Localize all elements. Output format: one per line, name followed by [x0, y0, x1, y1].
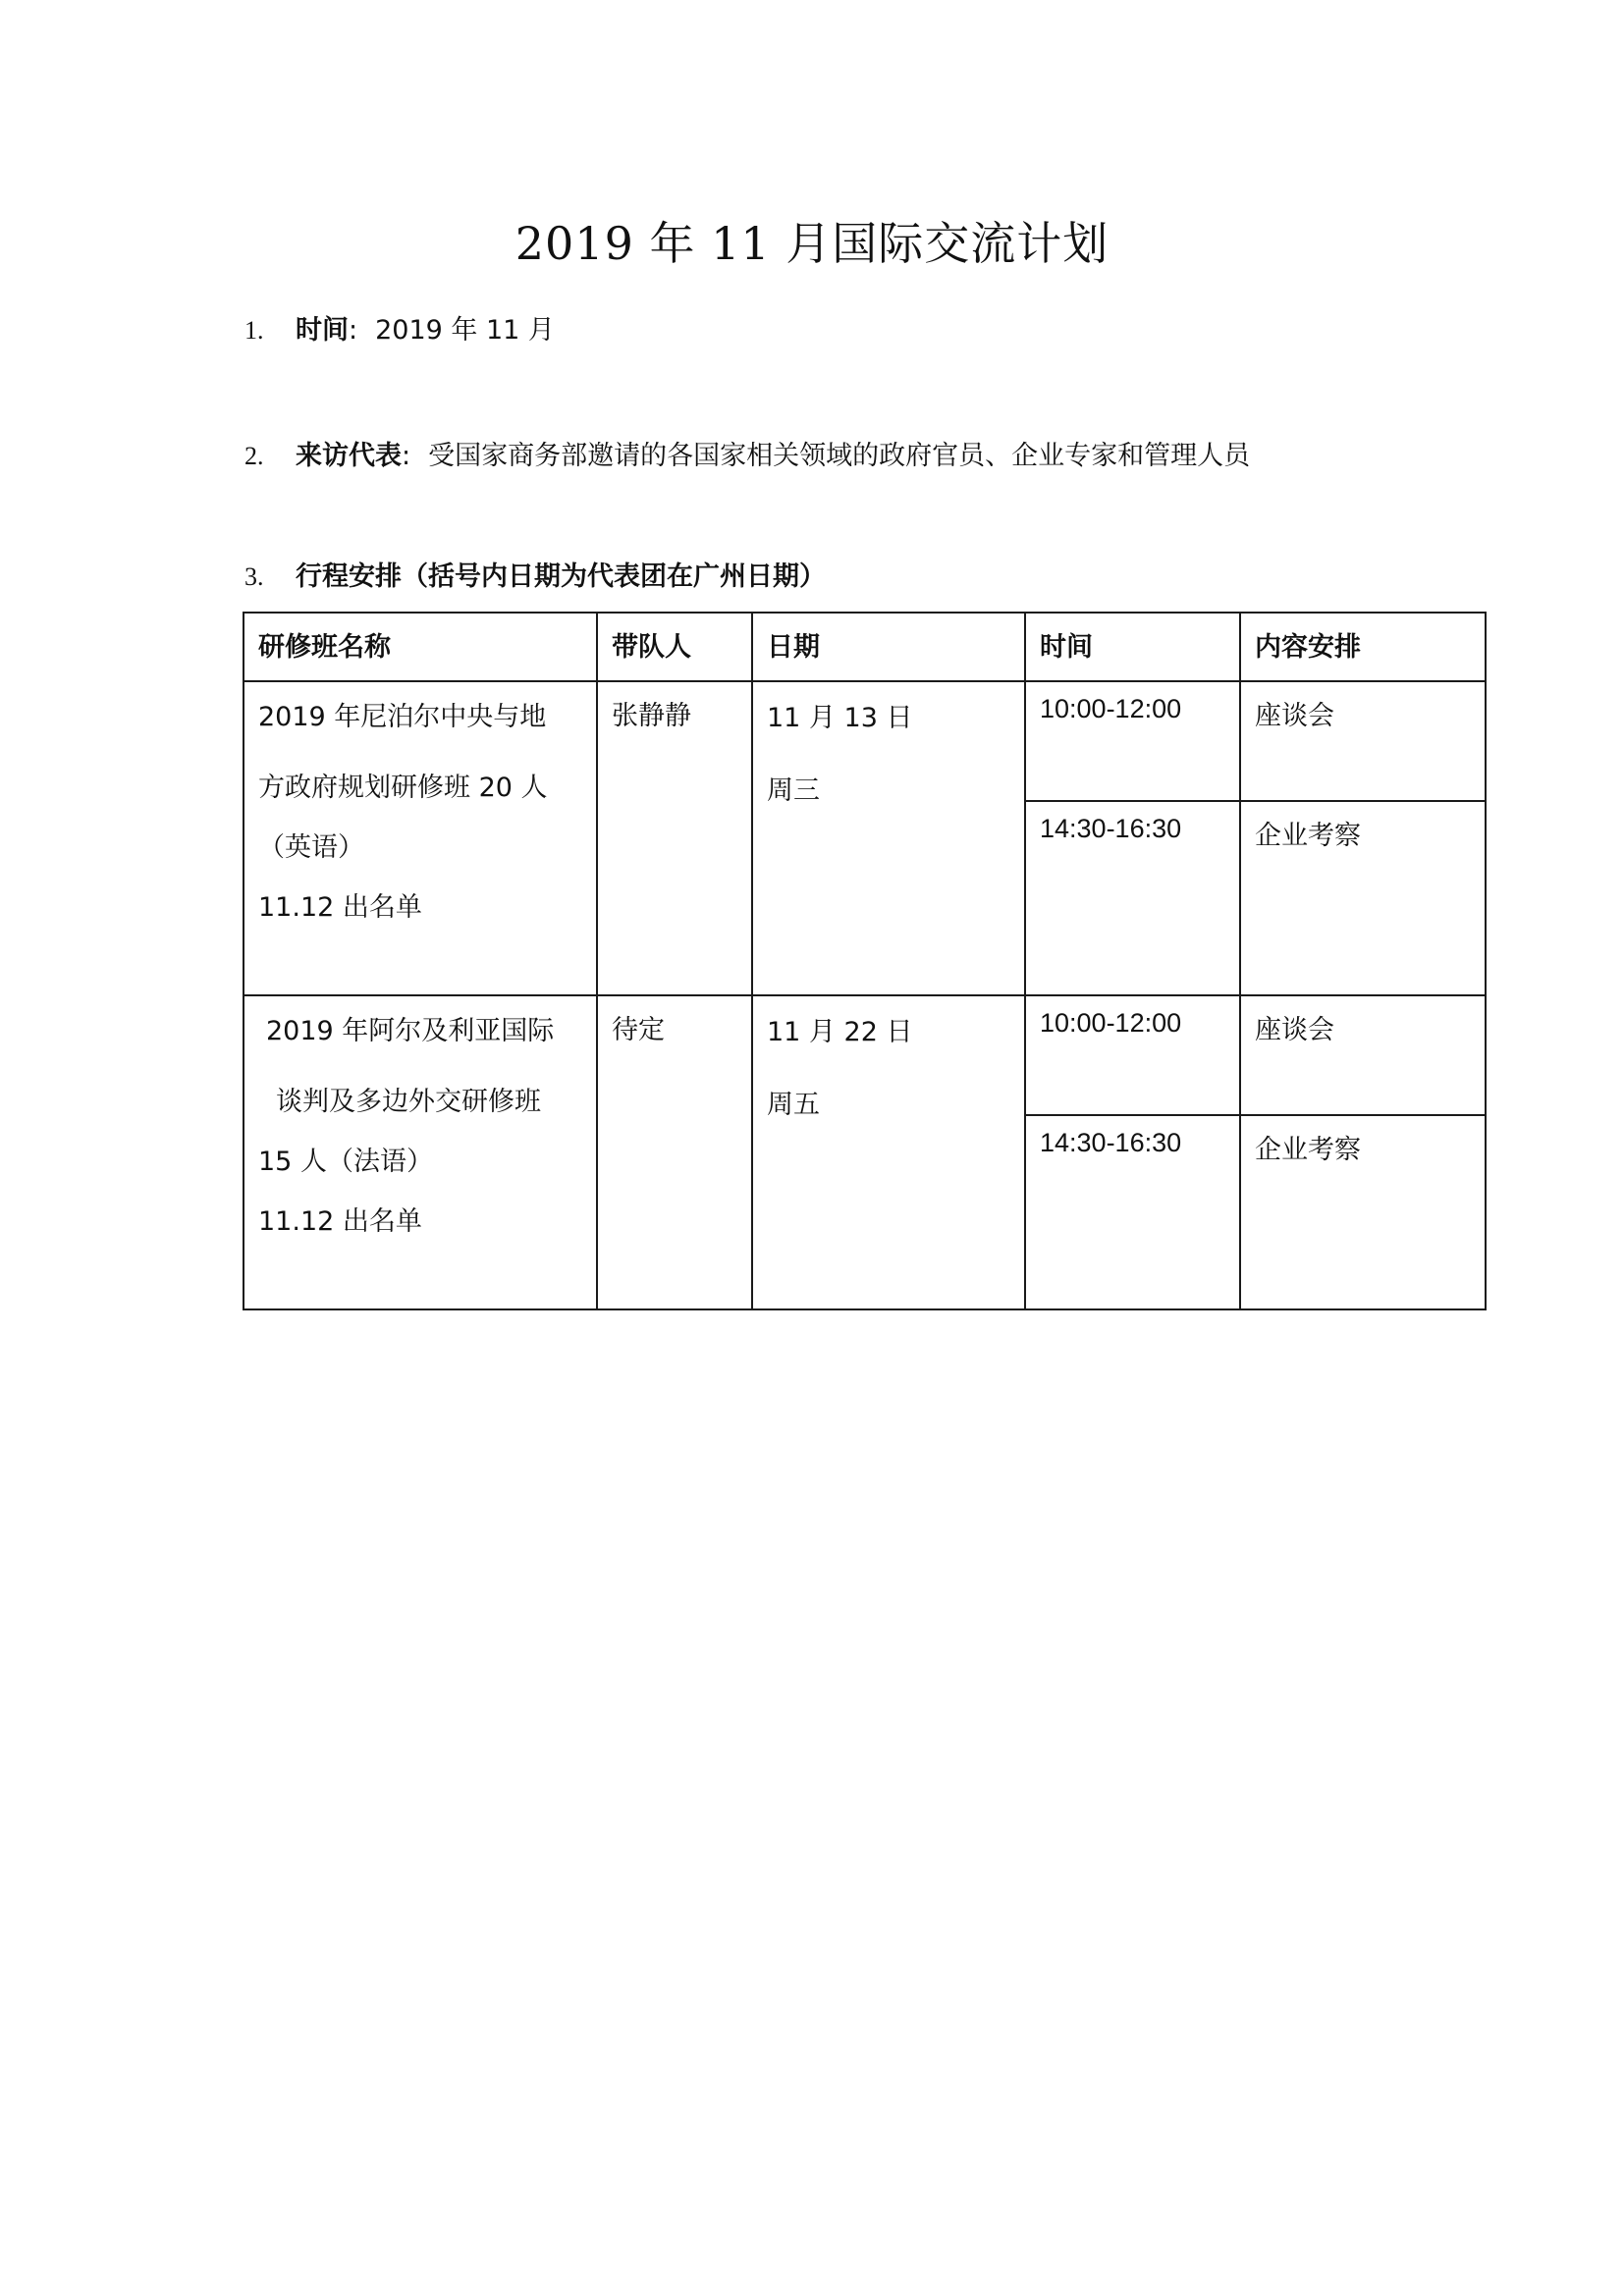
header-leader: 带队人 [597, 613, 752, 681]
table-row [244, 995, 1486, 1115]
section-value: 受国家商务部邀请的各国家相关领域的政府官员、企业专家和管理人员 [428, 441, 1251, 471]
course-name-line: 11.12 出名单 [258, 892, 422, 923]
course-name-line: （英语） [258, 832, 364, 863]
section-label: 时间 [296, 315, 349, 346]
course-name-line: 2019 年尼泊尔中央与地 [258, 702, 547, 732]
weekday-line: 周五 [767, 1090, 820, 1120]
section-visitors [244, 434, 1250, 472]
section-label: 行程安排（括号内日期为代表团在广州日期） [296, 561, 826, 592]
header-date: 日期 [752, 613, 1025, 681]
table-row [244, 681, 1486, 801]
section-number: 1. [244, 316, 264, 345]
header-course-name: 研修班名称 [244, 613, 597, 681]
activity-cell: 座谈会 [1240, 681, 1486, 801]
activity-cell: 座谈会 [1240, 995, 1486, 1115]
table-header-row [244, 613, 1486, 681]
section-number: 2. [244, 442, 264, 470]
section-number: 3. [244, 562, 264, 591]
time-cell: 14:30-16:30 [1025, 801, 1240, 995]
schedule-table [243, 612, 1487, 1310]
header-content: 内容安排 [1240, 613, 1486, 681]
activity-cell: 企业考察 [1240, 1115, 1486, 1309]
date-cell [752, 995, 1025, 1309]
section-schedule [244, 555, 826, 593]
time-cell: 10:00-12:00 [1025, 681, 1240, 801]
activity-cell: 企业考察 [1240, 801, 1486, 995]
section-separator: : [349, 315, 358, 346]
course-name-cell [244, 995, 597, 1309]
leader-cell: 待定 [597, 995, 752, 1309]
leader-cell: 张静静 [597, 681, 752, 995]
course-name-cell [244, 681, 597, 995]
section-time [244, 308, 555, 347]
course-name-line: 11.12 出名单 [258, 1206, 422, 1237]
section-value: 2019 年 11 月 [375, 315, 555, 346]
header-time: 时间 [1025, 613, 1240, 681]
time-cell: 10:00-12:00 [1025, 995, 1240, 1115]
course-name-line: 15 人（法语） [258, 1147, 433, 1177]
page-title: 2019 年 11 月国际交流计划 [514, 217, 1110, 270]
course-name-line: 谈判及多边外交研修班 [276, 1087, 541, 1117]
time-cell: 14:30-16:30 [1025, 1115, 1240, 1309]
date-line: 11 月 22 日 [767, 1017, 913, 1047]
date-cell [752, 681, 1025, 995]
course-name-line: 2019 年阿尔及利亚国际 [266, 1016, 555, 1046]
section-label: 来访代表 [296, 441, 402, 471]
weekday-line: 周三 [767, 775, 820, 806]
section-separator: : [402, 441, 411, 471]
course-name-line: 方政府规划研修班 20 人 [258, 773, 548, 803]
date-line: 11 月 13 日 [767, 703, 913, 733]
